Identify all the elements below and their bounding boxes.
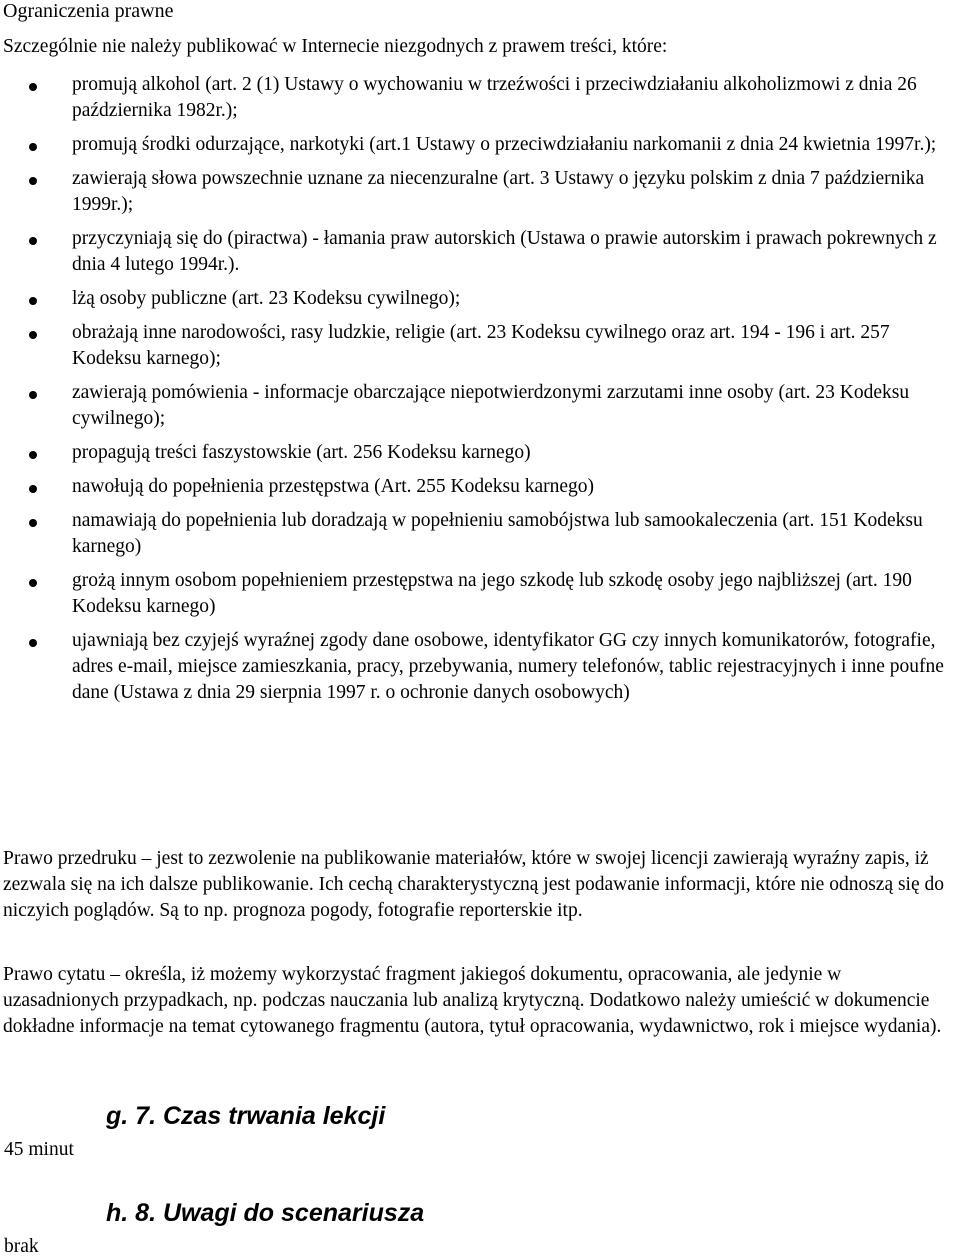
list-item: obrażają inne narodowości, rasy ludzkie, religie (art. 23 Kodeksu cywilnego oraz art. 194 - 196 i art. 257 Kodeksu karnego); bbox=[0, 320, 960, 372]
bullet-icon bbox=[29, 579, 37, 587]
list-item: ujawniają bez czyjejś wyraźnej zgody dane osobowe, identyfikator GG czy innych komunikatorów, fotografie, adres e-mail, miejsce zamieszkania, pracy, przebywania, numery telefonów, tablic rejestracyjnych i inne poufne dane (Ustawa z dnia 29 sierpnia 1997 r. o ochronie danych osobowych) bbox=[0, 628, 960, 706]
list-item: promują alkohol (art. 2 (1) Ustawy o wychowaniu w trzeźwości i przeciwdziałaniu alkoholizmowi z dnia 26 października 1982r.); bbox=[0, 72, 960, 124]
list-item: przyczyniają się do (piractwa) - łamania praw autorskich (Ustawa o prawie autorskim i prawach pokrewnych z dnia 4 lutego 1994r.). bbox=[0, 226, 960, 278]
bullet-icon bbox=[29, 143, 37, 151]
intro-text: Szczególnie nie należy publikować w Internecie niezgodnych z prawem treści, które: bbox=[3, 36, 668, 57]
list-item: grożą innym osobom popełnieniem przestępstwa na jego szkodę lub szkodę osoby jego najbliższej (art. 190 Kodeksu karnego) bbox=[0, 568, 960, 620]
section-g-heading: g. 7. Czas trwania lekcji bbox=[106, 1102, 386, 1130]
list-item: zawierają słowa powszechnie uznane za niecenzuralne (art. 3 Ustawy o języku polskim z dnia 7 października 1999r.); bbox=[0, 166, 960, 218]
list-item: promują środki odurzające, narkotyki (art.1 Ustawy o przeciwdziałaniu narkomanii z dnia 24 kwietnia 1997r.); bbox=[0, 132, 960, 158]
bullet-icon bbox=[29, 451, 37, 459]
rules-list bbox=[0, 72, 960, 714]
list-item: zawierają pomówienia - informacje obarczające niepotwierdzonymi zarzutami inne osoby (art. 23 Kodeksu cywilnego); bbox=[0, 380, 960, 432]
bullet-icon bbox=[29, 519, 37, 527]
reprint-paragraph: Prawo przedruku – jest to zezwolenie na publikowanie materiałów, które w swojej licencji zawierają wyraźny zapis, iż zezwala się na ich dalsze publikowanie. Ich cechą charakterystyczną jest podawanie informacji, które nie odnoszą się do niczyich poglądów. Są to np. prognoza pogody, fotografie reporterskie itp. bbox=[3, 848, 945, 921]
list-item: propagują treści faszystowskie (art. 256 Kodeksu karnego) bbox=[0, 440, 960, 466]
bullet-icon bbox=[29, 237, 37, 245]
section-h-heading: h. 8. Uwagi do scenariusza bbox=[106, 1199, 425, 1227]
list-item: lżą osoby publiczne (art. 23 Kodeksu cywilnego); bbox=[0, 286, 960, 312]
quote-paragraph: Prawo cytatu – określa, iż możemy wykorzystać fragment jakiegoś dokumentu, opracowania, ale jedynie w uzasadnionych przypadkach, np. podczas nauczania lub analizą krytyczną. Dodatkowo należy umieścić w dokumencie dokładne informacje na temat cytowanego fragmentu (autora, tytuł opracowania, wydawnictwo, rok i miejsce wydania). bbox=[3, 964, 942, 1037]
remarks-text: brak bbox=[4, 1236, 39, 1257]
list-item: nawołują do popełnienia przestępstwa (Art. 255 Kodeksu karnego) bbox=[0, 474, 960, 500]
bullet-icon bbox=[29, 639, 37, 647]
bullet-icon bbox=[29, 391, 37, 399]
bullet-icon bbox=[29, 83, 37, 91]
bullet-icon bbox=[29, 485, 37, 493]
list-item: namawiają do popełnienia lub doradzają w popełnieniu samobójstwa lub samookaleczenia (art. 151 Kodeksu karnego) bbox=[0, 508, 960, 560]
duration-text: 45 minut bbox=[4, 1139, 74, 1160]
bullet-icon bbox=[29, 177, 37, 185]
bullet-icon bbox=[29, 297, 37, 305]
bullet-icon bbox=[29, 331, 37, 339]
section-title: Ograniczenia prawne bbox=[3, 0, 174, 22]
